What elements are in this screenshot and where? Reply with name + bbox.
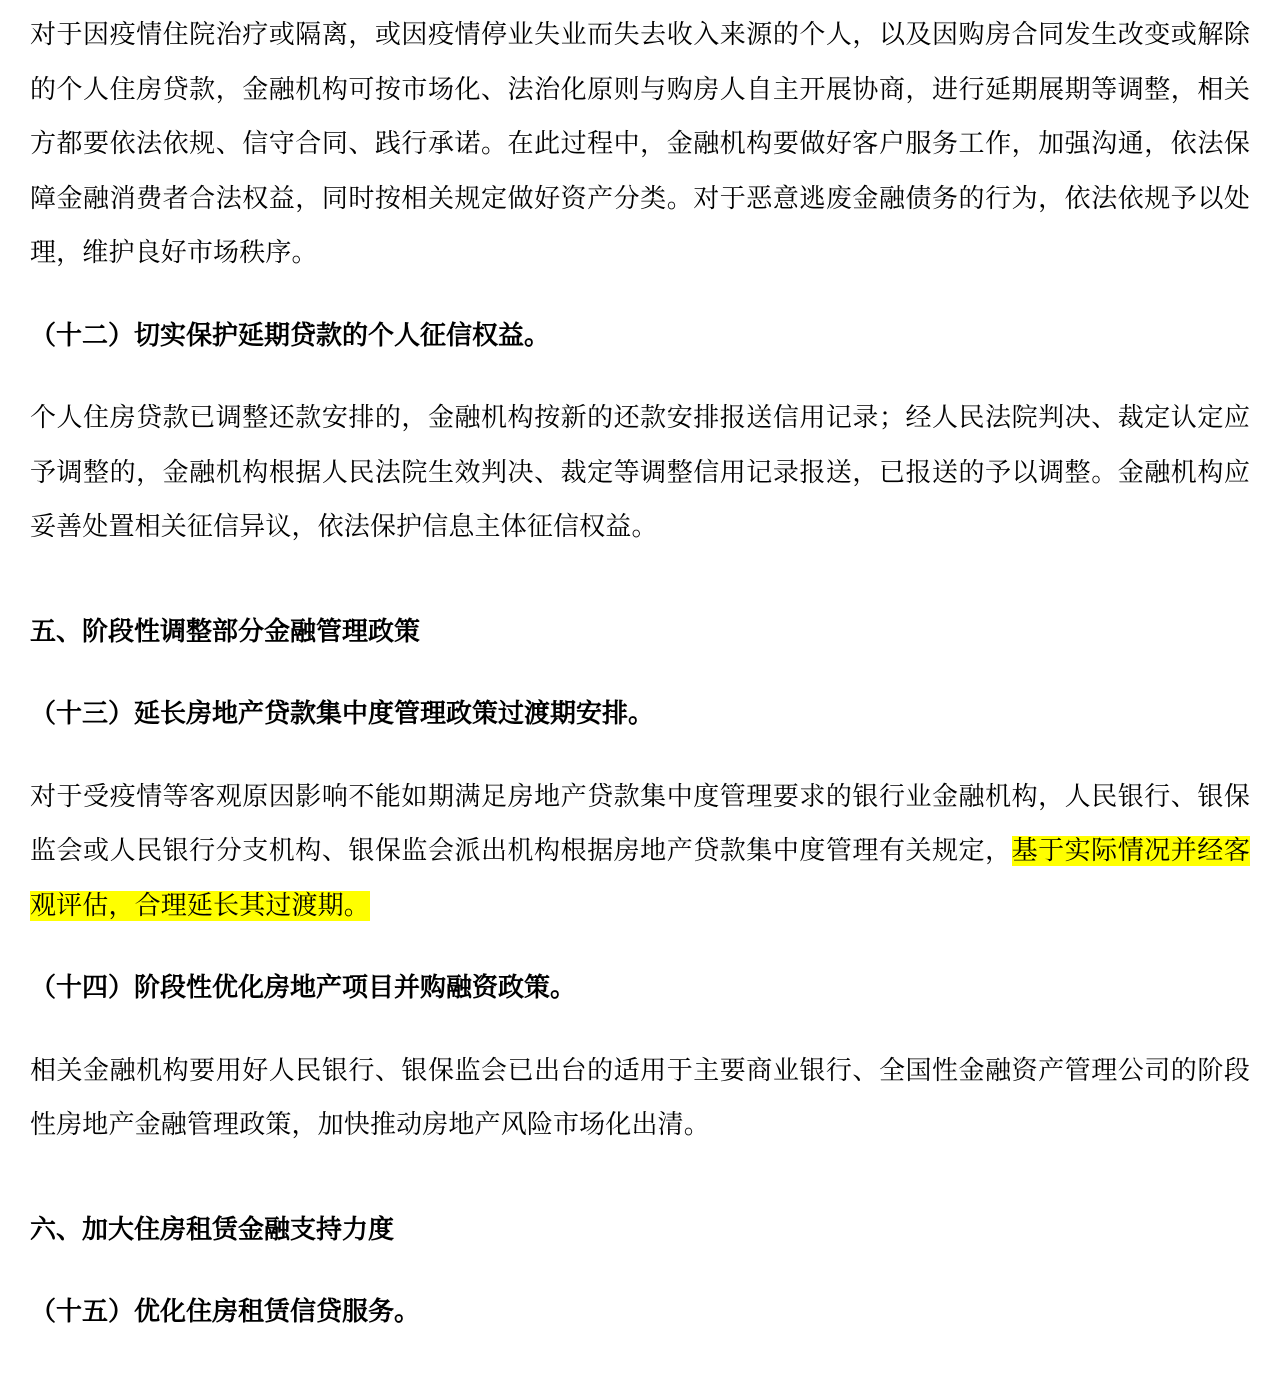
paragraph-credit-record: 个人住房贷款已调整还款安排的，金融机构按新的还款安排报送信用记录；经人民法院判决、裁定认定应予调整的，金融机构根据人民法院生效判决、裁定等调整信用记录报送，已报送的予以调整。金融机构应妥善处置相关征信异议，依法保护信息主体征信权益。 [30,403,1250,542]
paragraph-personal-housing-loan: 对于因疫情住院治疗或隔离，或因疫情停业失业而失去收入来源的个人，以及因购房合同发生改变或解除的个人住房贷款，金融机构可按市场化、法治化原则与购房人自主开展协商，进行延期展期等调整，相关方都要依法依规、信守合同、践行承诺。在此过程中，金融机构要做好客户服务工作，加强沟通，依法保障金融消费者合法权益，同时按相关规定做好资产分类。对于恶意逃废金融债务的行为，依法依规予以处理，维护良好市场秩序。 [30,20,1250,268]
paragraph-concentration-policy [30,770,1250,934]
section-heading-5: 五、阶段性调整部分金融管理政策 [30,616,421,647]
highlighted-text: 基于实际情况并经客观评估，合理延长其过渡期。 [30,836,1250,921]
paragraph-merger-financing: 相关金融机构要用好人民银行、银保监会已出台的适用于主要商业银行、全国性金融资产管理公司的阶段性房地产金融管理政策，加快推动房地产风险市场化出清。 [30,1055,1250,1140]
subheading-15: （十五）优化住房租赁信贷服务。 [30,1297,421,1327]
subheading-12: （十二）切实保护延期贷款的个人征信权益。 [30,320,551,351]
section-heading-6: 六、加大住房租赁金融支持力度 [30,1214,395,1245]
subheading-13: （十三）延长房地产贷款集中度管理政策过渡期安排。 [30,699,655,729]
article-body [30,8,1250,1340]
paragraph-concentration-text: 对于受疫情等客观原因影响不能如期满足房地产贷款集中度管理要求的银行业金融机构，人民银行、银保监会或人民银行分支机构、银保监会派出机构根据房地产贷款集中度管理有关规定， [30,781,1250,866]
subheading-14: （十四）阶段性优化房地产项目并购融资政策。 [30,973,577,1003]
